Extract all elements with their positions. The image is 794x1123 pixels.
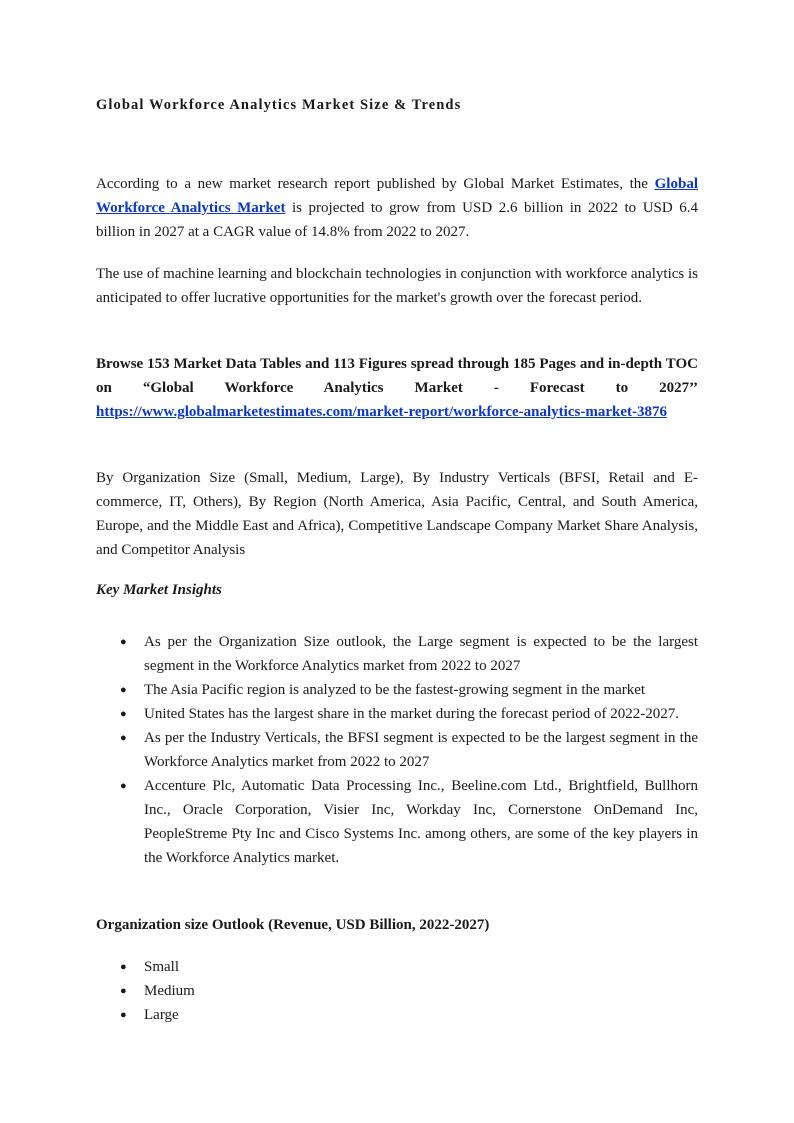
list-item-text: As per the Organization Size outlook, the Large segment is expected to be the largest segment in the Workforce Analytics market from 2022 to 2027 xyxy=(144,634,698,674)
opportunities-paragraph: The use of machine learning and blockchain technologies in conjunction with workforce analytics is anticipated to offer lucrative opportunities for the market's growth over the forecast period. xyxy=(96,266,698,306)
organization-size-heading: Organization size Outlook (Revenue, USD Billion, 2022-2027) xyxy=(96,917,490,933)
list-item xyxy=(96,630,698,678)
bullet-icon: ● xyxy=(120,1009,127,1021)
list-item xyxy=(96,979,698,1003)
intro-paragraph xyxy=(96,172,698,244)
bullet-icon: ● xyxy=(120,684,127,696)
browse-paragraph xyxy=(96,352,698,424)
key-insights-heading: Key Market Insights xyxy=(96,582,222,598)
list-item-text: The Asia Pacific region is analyzed to be the fastest-growing segment in the market xyxy=(144,682,646,698)
market-report-link[interactable]: Global Workforce Analytics Market xyxy=(96,176,698,216)
list-item xyxy=(96,774,698,870)
bullet-icon: ● xyxy=(120,780,127,792)
list-item-text: Accenture Plc, Automatic Data Processing Inc., Beeline.com Ltd., Brightfield, Bullhorn Inc., Oracle Corporation, Visier Inc, Workday Inc, Cornerstone OnDemand Inc, PeopleStreme Pty Inc and Cisco Systems Inc. among others, are some of the key players in the Workforce Analytics market. xyxy=(144,778,698,866)
organization-size-list xyxy=(96,955,698,1027)
list-item xyxy=(96,678,698,702)
scope-paragraph: By Organization Size (Small, Medium, Large), By Industry Verticals (BFSI, Retail and E-commerce, IT, Others), By Region (North America, Asia Pacific, Central, and South America, Europe, and the Middle East and Africa), Competitive Landscape Company Market Share Analysis, and Competitor Analysis xyxy=(96,470,698,558)
list-item xyxy=(96,1003,698,1027)
browse-text: Browse 153 Market Data Tables and 113 Figures spread through 185 Pages and in-depth TOC on “Global Workforce Analytics Market - Forecast to 2027’’ xyxy=(96,356,698,396)
intro-text-before: According to a new market research report published by Global Market Estimates, the xyxy=(96,176,655,192)
list-item-text: As per the Industry Verticals, the BFSI segment is expected to be the largest segment in the Workforce Analytics market from 2022 to 2027 xyxy=(144,730,698,770)
list-item-text: Small xyxy=(144,959,180,975)
bullet-icon: ● xyxy=(120,961,127,973)
list-item xyxy=(96,955,698,979)
bullet-icon: ● xyxy=(120,732,127,744)
key-insights-list xyxy=(96,630,698,870)
document-title: Global Workforce Analytics Market Size & Trends xyxy=(96,97,462,113)
bullet-icon: ● xyxy=(120,708,127,720)
list-item-text: United States has the largest share in the market during the forecast period of 2022-2027. xyxy=(144,706,679,722)
list-item-text: Large xyxy=(144,1007,179,1023)
bullet-icon: ● xyxy=(120,985,127,997)
intro-text-after: is projected to grow from USD 2.6 billion in 2022 to USD 6.4 billion in 2027 at a CAGR value of 14.8% from 2022 to 2027. xyxy=(96,200,699,240)
report-url-link[interactable]: https://www.globalmarketestimates.com/market-report/workforce-analytics-market-3876 xyxy=(96,404,667,420)
list-item xyxy=(96,702,698,726)
list-item-text: Medium xyxy=(144,983,195,999)
bullet-icon: ● xyxy=(120,636,127,648)
list-item xyxy=(96,726,698,774)
